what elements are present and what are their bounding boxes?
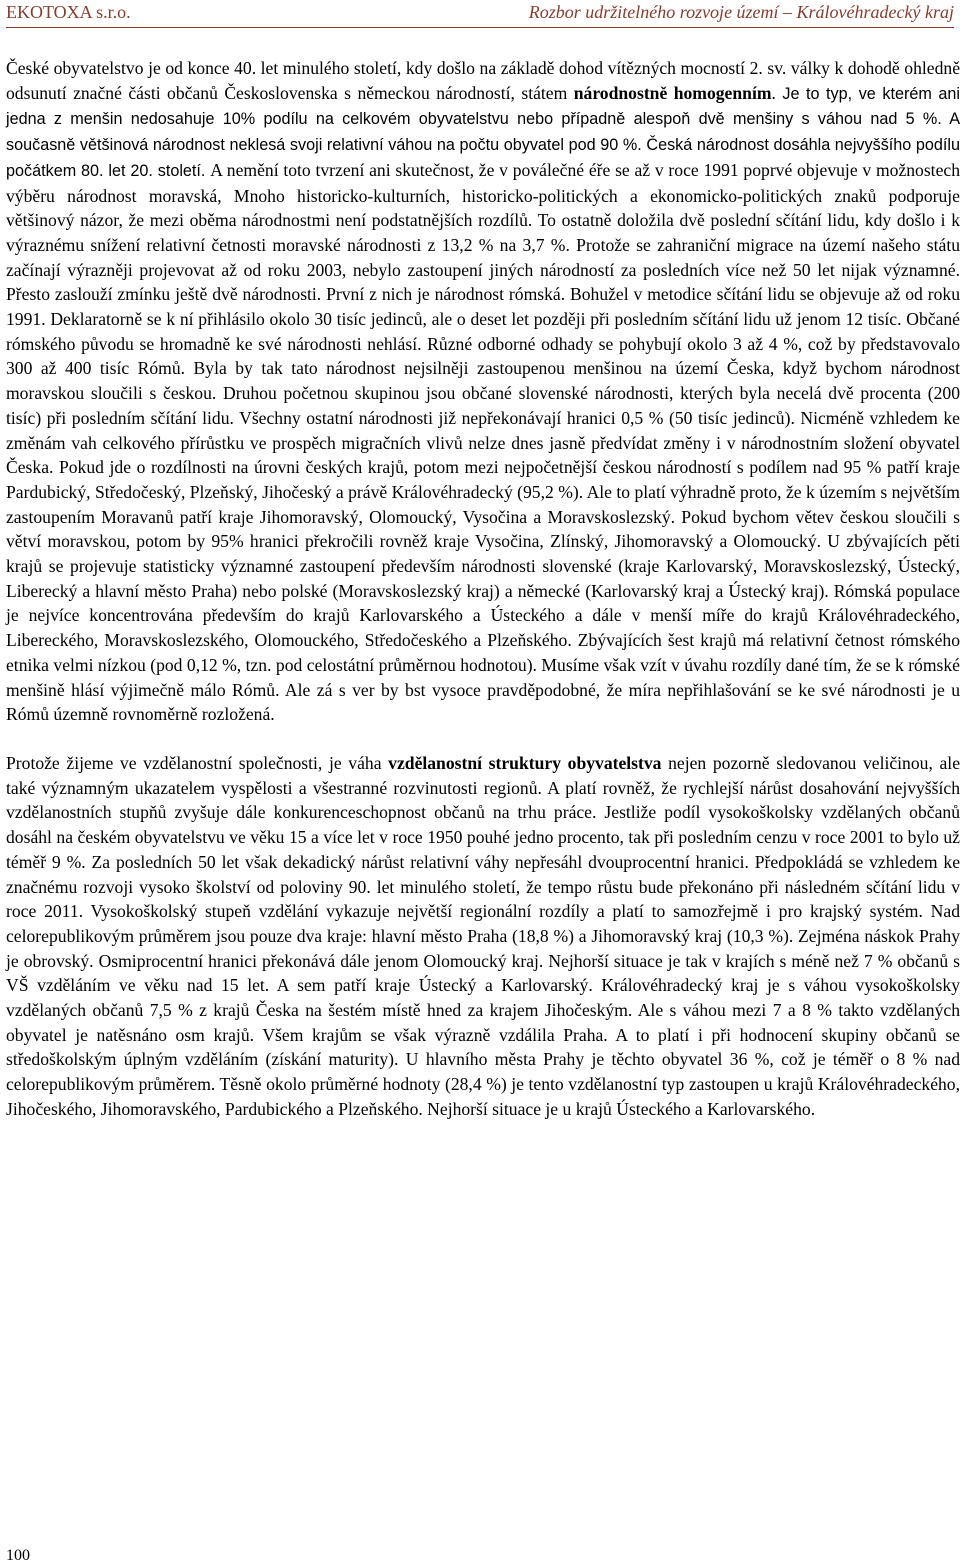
text-run: Protože žijeme ve vzdělanostní společnosti, je váha: [6, 752, 389, 773]
document-title: Rozbor udržitelného rozvoje území – Královéhradecký kraj: [528, 2, 954, 22]
bold-term: národnostně homogenním: [573, 82, 772, 103]
text-run: Je to typ, ve kterém ani jedna z menšin nedosahuje 10% podílu na celkovém obyvatelstvu nebo případně alespoň dvě menšiny s váhou nad 5 %. A současně většinová národnost neklesá svoji relativní váhou na počtu obyvatel pod 90 %.: [6, 84, 960, 155]
text-run: A nemění toto tvrzení ani skutečnost, že v poválečné éře se až v roce 1991 poprvé objevuje v možnostech výběru národnost moravská, Mnoho historicko-kulturních, historicko-politických a ekonomicko-politických znaků podporuje většinový názor, že mezi oběma národnostmi není podstatnějších rozdílů. To ostatně doložila dvě poslední sčítání lidu, kdy došlo i k výraznému snížení relativní četnosti moravské národnosti z 13,2 % na 3,7 %. Protože se zahraniční migrace na území našeho státu začínají výrazněji projevovat až od roku 2003, nebylo zastoupení jiných národností za posledních více než 50 let nijak významné. Přesto zaslouží zmínku ještě dvě národnosti. První z nich je národnost rómská. Bohužel v metodice sčítání lidu se objevuje až od roku 1991. Deklaratorně se k ní přihlásilo okolo 30 tisíc jedinců, ale o deset let později při posledním sčítání lidu už jenom 12 tisíc. Občané rómského původu se hromadně ke své národnosti nehlásí. Různé odborné odhady se pohybují okolo 3 až 4 %, což by představovalo 300 až 400 tisíc Rómů. Byla by tak tato národnost nejsilněji zastoupenou menšinou na území Česka, když bychom národnost moravskou sloučili s českou. Druhou početnou skupinou jsou občané slovenské národnosti, kterých byla necelá dvě procenta (200 tisíc) při posledním sčítání lidu. Všechny ostatní národnosti již nepřekonávají hranici 0,5 % (50 tisíc jedinců). Nicméně vzhledem ke změnám vah celkového přírůstku ve prospěch migračních vlivů nelze dnes jasně předvídat změny i v národnostním složení obyvatel Česka. Pokud jde o rozdílnosti na úrovni českých krajů, potom mezi nejpočetnější českou národností s podílem nad 95 % patří kraje Pardubický, Středočeský, Plzeňský, Jihočeský a právě Královéhradecký (95,2 %). Ale to platí výhradně proto, že k územím s největším zastoupením Moravanů patří kraje Jihomoravský, Olomoucký, Vysočina a Moravskoslezský. Pokud bychom větev českou sloučili s větví moravskou, potom by 95% hranici překročili rovněž kraje Vysočina, Zlínský, Jihomoravský a Olomoucký. U zbývajících pěti krajů se projevuje statisticky významné zastoupení především národnosti slovenské (kraje Karlovarský, Moravskoslezský, Ústecký, Liberecký a hlavní město Praha) nebo polské (Moravskoslezský kraj) a německé (Karlovarský kraj a Ústecký kraj). Rómská populace je nejvíce koncentrována především do krajů Karlovarského a Ústeckého a dále v menší míře do krajů Královéhradeckého, Libereckého, Moravskoslezského, Olomouckého, Středočeského a Plzeňského. Zbývajících šest krajů má relativní četnost rómského etnika velmi nízkou (pod 0,12 %, tzn. pod celostátní průměrnou hodnotou). Musíme však vzít v úvahu rozdíly dané tím, že se k rómské menšině hlásí výjimečně málo Rómů. Ale zá s ver by bst vysoce pravděpodobné, že míra nepřihlašování se ke své národnosti je u Rómů územně rovnoměrně rozložená.: [6, 159, 960, 725]
body-text: [6, 56, 960, 1122]
text-run: .: [771, 82, 783, 103]
bold-term: vzdělanostní struktury obyvatelstva: [388, 752, 662, 773]
paragraph-education: [6, 751, 960, 1122]
header-divider: [6, 27, 954, 28]
text-run: nejen pozorně sledovanou veličinou, ale také významným ukazatelem vyspělosti a všestranné rozvinutosti regionů. A platí rovněž, že rychlejší nárůst dosahování nejvyšších vzdělanostních stupňů zvyšuje dále konkurenceschopnost občanů na trhu práce. Jestliže podíl vysokoškolsky vzdělaných občanů dosáhl na českém obyvatelstvu ve věku 15 a více let v roce 1950 pouhé jedno procento, tak při posledním cenzu v roce 2001 to bylo už téměř 9 %. Za posledních 50 let však dekadický nárůst relativní váhy nepřesáhl dvouprocentní hranici. Předpokládá se vzhledem ke značnému rozvoji vysoko školství od poloviny 90. let minulého století, že tempo růstu bude překonáno při následném sčítání lidu v roce 2011. Vysokoškolský stupeň vzdělání vykazuje největší regionální rozdíly a platí to samozřejmě i pro krajský systém. Nad celorepublikovým průměrem jsou pouze dva kraje: hlavní město Praha (18,8 %) a Jihomoravský kraj (10,3 %). Zejména náskok Prahy je obrovský. Osmiprocentní hranici překonává dále jenom Olomoucký kraj. Nejhorší situace je tak v krajích s méně než 7 % občanů s VŠ vzděláním ve věku nad 15 let. A sem patří kraje Ústecký a Karlovarský. Královéhradecký kraj je s váhou vysokoškolsky vzdělaných občanů 7,5 % z krajů Česka na šestém místě hned za krajem Jihočeským. Ale s váhou mezi 7 a 8 % takto vzdělaných obyvatel je natěsnáno osm krajů. Všem krajům se však výrazně vzdálila Praha. A to platí i při hodnocení skupiny občanů se středoškolským úplným vzděláním (získání maturity). U hlavního města Prahy je těchto obyvatel 36 %, což je téměř o 8 % nad celorepublikovým průměrem. Těsně okolo průměrné hodnoty (28,4 %) je tento vzdělanostní typ zastoupen u krajů Královéhradeckého, Jihočeského, Jihomoravského, Pardubického a Plzeňského. Nejhorší situace je u krajů Ústeckého a Karlovarského.: [6, 752, 960, 1119]
page-header: [6, 2, 954, 24]
paragraph-nationality: [6, 56, 960, 727]
text-run: České obyvatelstvo je od konce 40. let minulého století, kdy došlo na základě dohod vítězných mocností 2. sv. války k dohodě ohledně odsunutí značné části občanů Československa s německou národností, státem: [6, 58, 960, 103]
text-run: Česká národnost dosáhla nejvyššího podílu počátkem 80. let 20. století.: [6, 136, 960, 180]
page-number: 100: [6, 1547, 30, 1564]
company-name: EKOTOXA s.r.o.: [6, 2, 131, 22]
